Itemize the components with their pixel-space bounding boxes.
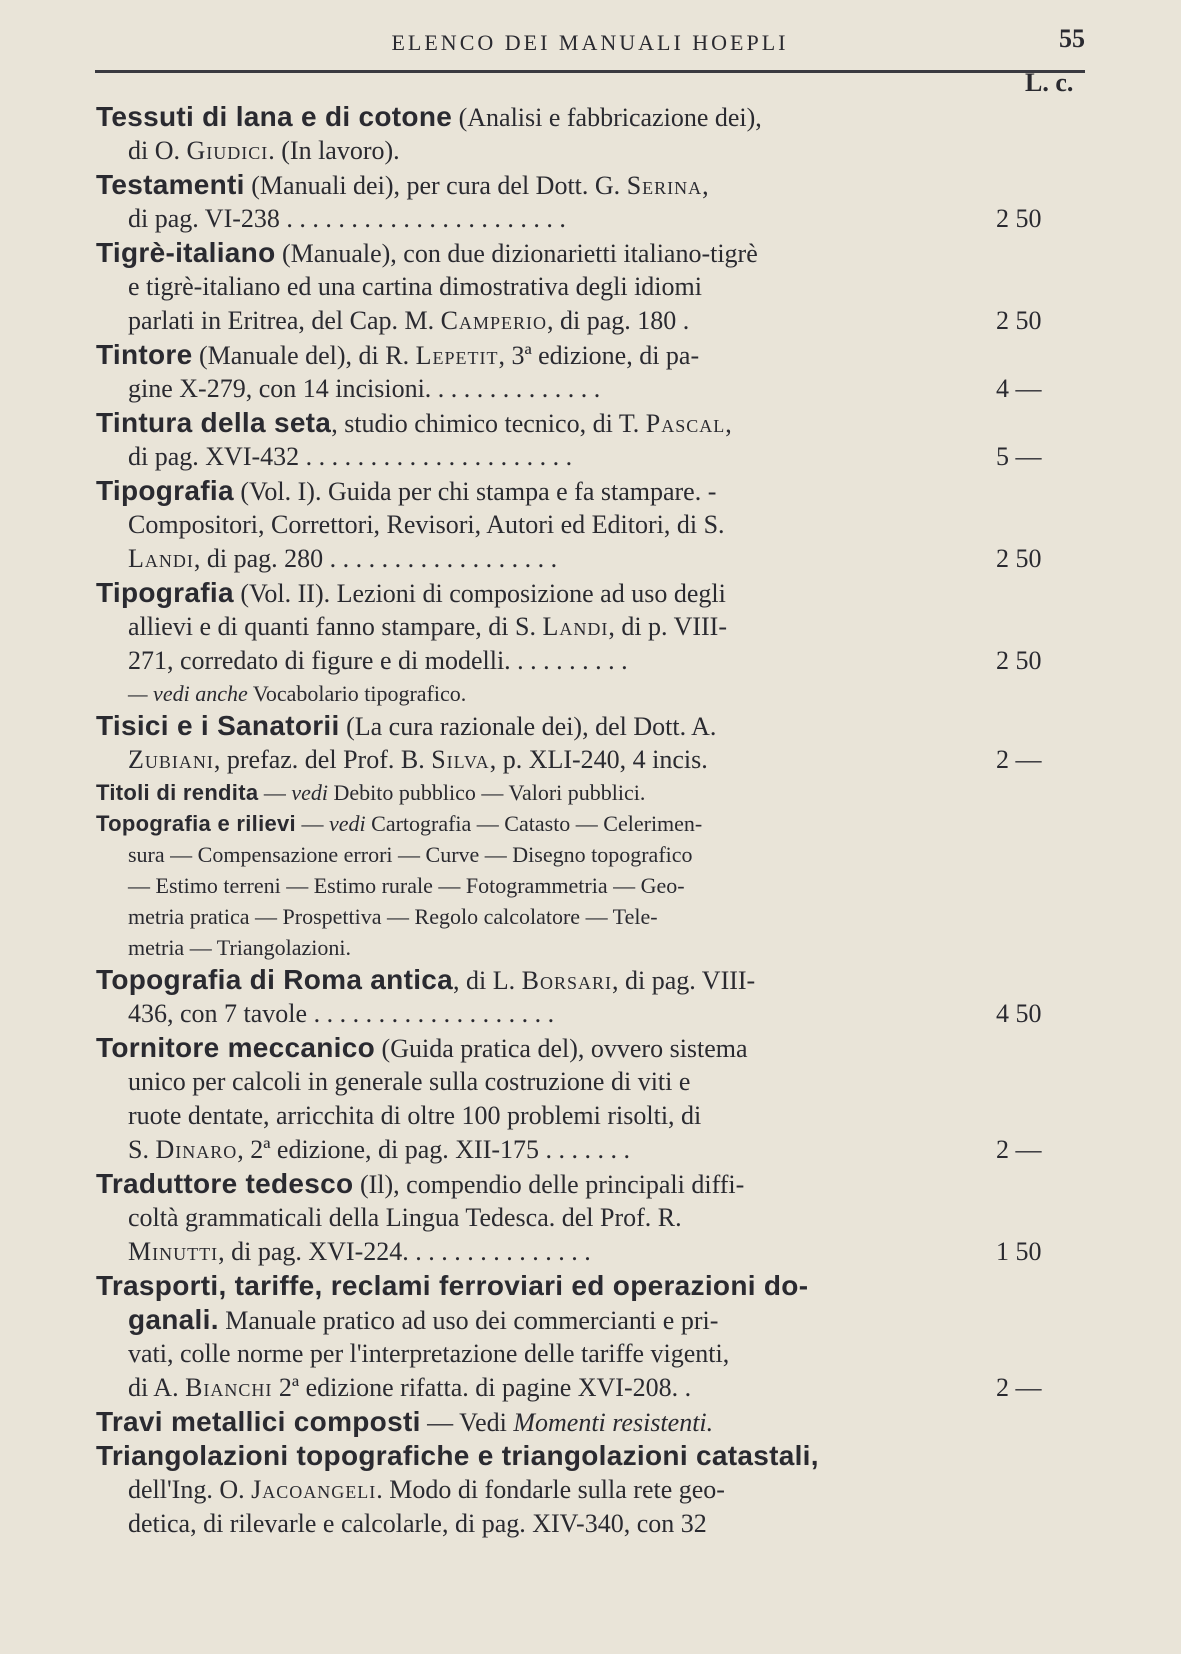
entry-headword: Tipografia xyxy=(96,475,234,506)
entry-headword: Tisici e i Sanatorii xyxy=(96,710,340,741)
author-name: Bianchi xyxy=(185,1373,273,1402)
catalogue-entry xyxy=(96,963,1081,1031)
catalogue-entry xyxy=(96,474,1081,576)
entry-headword: Topografia di Roma antica xyxy=(96,964,454,995)
catalogue-entry xyxy=(96,236,1081,338)
entry-line xyxy=(96,610,1081,644)
entry-text: Vocabolario tipografico. xyxy=(247,681,467,706)
entry-text: 2ª edizione rifatta. di pagine XVI-208. . xyxy=(272,1373,692,1402)
catalogue-entry xyxy=(96,709,1081,777)
entry-line xyxy=(96,1507,1081,1541)
entry-text: e tigrè-italiano ed una cartina dimostrativa degli idiomi xyxy=(128,272,702,301)
entry-text: , 3ª edizione, di pa- xyxy=(498,341,700,370)
catalogue-entry xyxy=(96,338,1081,406)
entry-headword: Topografia e rilievi xyxy=(96,811,296,836)
entry-text: (Vol. I). Guida per chi stampa e fa stampare. - xyxy=(233,477,717,506)
entry-line xyxy=(96,1235,1081,1269)
entry-text: (La cura razionale dei), del Dott. A. xyxy=(339,712,717,741)
price-column-heading: L. c. xyxy=(1025,68,1074,97)
author-name: Jacoangeli xyxy=(251,1475,377,1504)
cross-reference: vedi xyxy=(291,780,329,805)
catalogue-entry xyxy=(96,1269,1081,1405)
entry-text: , prefaz. del Prof. B. xyxy=(213,745,432,774)
entry-line xyxy=(96,202,1081,236)
entry-text: — Vedi xyxy=(420,1408,514,1437)
entry-text: Cartografia — Catasto — Celerimen- xyxy=(365,811,703,836)
entry-text: . (In lavoro). xyxy=(268,136,400,165)
entry-text: , di p. VIII- xyxy=(608,612,727,641)
catalogue-entry xyxy=(96,100,1081,168)
entry-line xyxy=(96,808,1081,839)
entry-text: (Manuali dei), per cura del Dott. G. xyxy=(244,171,627,200)
author-name: Camperio xyxy=(440,306,547,335)
entry-headword: Tintore xyxy=(96,339,193,370)
author-name: Zubiani xyxy=(128,745,214,774)
entry-text: vati, colle norme per l'interpretazione delle tariffe vigenti, xyxy=(128,1339,730,1368)
cross-reference: vedi xyxy=(328,811,366,836)
entry-line xyxy=(96,1303,1081,1337)
entry-headword: Tigrè-italiano xyxy=(96,237,276,268)
entry-line xyxy=(96,406,1081,440)
catalogue-entry xyxy=(96,406,1081,474)
entry-line xyxy=(96,1031,1081,1065)
entry-line xyxy=(96,372,1081,406)
entry-headword: Tornitore meccanico xyxy=(96,1032,376,1063)
author-name: Dinaro xyxy=(155,1135,238,1164)
entry-line xyxy=(96,1201,1081,1235)
entry-text: (Guida pratica del), ovvero sistema xyxy=(375,1034,748,1063)
entry-line xyxy=(96,338,1081,372)
author-name: Borsari xyxy=(521,966,612,995)
entry-text: , xyxy=(725,409,732,438)
price: 1 50 xyxy=(996,1237,1042,1266)
entry-line xyxy=(96,1405,1081,1439)
catalogue-entry xyxy=(96,1405,1081,1439)
entry-line xyxy=(96,576,1081,610)
entry-text: (Il), compendio delle principali diffi- xyxy=(353,1170,745,1199)
entry-line xyxy=(96,134,1081,168)
catalogue-entry xyxy=(96,1031,1081,1167)
entry-text: , di pag. XVI-224. . . . . . . . . . . . . . . xyxy=(218,1237,591,1266)
entry-text: , 2ª edizione, di pag. XII-175 . . . . . . . xyxy=(237,1135,631,1164)
entry-text: unico per calcoli in generale sulla costruzione di viti e xyxy=(128,1067,691,1096)
catalogue-entry xyxy=(96,168,1081,236)
entry-text: — xyxy=(295,811,329,836)
entry-text: S. xyxy=(128,1135,156,1164)
cross-reference: — vedi anche xyxy=(128,681,248,706)
entry-text: — xyxy=(258,780,292,805)
entry-text: , p. XLI-240, 4 incis. xyxy=(489,745,708,774)
entry-line xyxy=(96,1099,1081,1133)
running-title: ELENCO DEI MANUALI HOEPLI xyxy=(391,30,789,55)
entry-text: 436, con 7 tavole . . . . . . . . . . . . . . . . . . . xyxy=(128,999,555,1028)
entry-text: metria pratica — Prospettiva — Regolo calcolatore — Tele- xyxy=(128,904,658,929)
entry-text: (Vol. II). Lezioni di composizione ad uso degli xyxy=(233,579,726,608)
entry-headword: Tipografia xyxy=(96,577,234,608)
entry-headword: Trasporti, tariffe, reclami ferroviari ed operazioni do- xyxy=(96,1270,809,1301)
entry-text: — Estimo terreni — Estimo rurale — Fotogrammetria — Geo- xyxy=(128,873,685,898)
entry-line xyxy=(96,743,1081,777)
entry-line xyxy=(96,474,1081,508)
entry-headword: Tessuti di lana e di cotone xyxy=(96,101,453,132)
entry-line xyxy=(96,304,1081,338)
entry-text: gine X-279, con 14 incisioni. . . . . . . . . . . . . . xyxy=(128,374,601,403)
entry-headword: Triangolazioni topografiche e triangolazioni catastali, xyxy=(96,1440,819,1471)
entry-line xyxy=(96,1337,1081,1371)
catalogue-entry xyxy=(96,576,1081,709)
author-name: Giudici xyxy=(186,136,269,165)
header-rule xyxy=(95,70,1085,73)
author-name: Serina xyxy=(626,171,703,200)
entry-headword: Titoli di rendita xyxy=(96,780,259,805)
entry-text: detica, di rilevarle e calcolarle, di pag. XIV-340, con 32 xyxy=(128,1509,707,1538)
entry-text: di pag. VI-238 . . . . . . . . . . . . . . . . . . . . . . xyxy=(128,204,566,233)
price: 2 50 xyxy=(996,204,1042,233)
catalogue-entries xyxy=(96,100,1081,1541)
entry-line xyxy=(96,236,1081,270)
entry-text: , di pag. 280 . . . . . . . . . . . . . . . . . . xyxy=(193,544,558,573)
entry-text: . Modo di fondarle sulla rete geo- xyxy=(376,1475,725,1504)
entry-line xyxy=(96,508,1081,542)
entry-line xyxy=(96,932,1081,963)
entry-headword: Travi metallici composti xyxy=(96,1406,421,1437)
entry-text: (Analisi e fabbricazione dei), xyxy=(452,103,762,132)
entry-line xyxy=(96,997,1081,1031)
price: 2 — xyxy=(996,1373,1042,1402)
entry-line xyxy=(96,777,1081,808)
price: 2 50 xyxy=(996,306,1042,335)
entry-text: di pag. XVI-432 . . . . . . . . . . . . . . . . . . . . . xyxy=(128,442,573,471)
entry-line xyxy=(96,1371,1081,1405)
entry-text: di A. xyxy=(128,1373,186,1402)
entry-text: di O. xyxy=(128,136,187,165)
entry-text: allievi e di quanti fanno stampare, di S. xyxy=(128,612,543,641)
price: 5 — xyxy=(996,442,1042,471)
entry-text: ruote dentate, arricchita di oltre 100 problemi risolti, di xyxy=(128,1101,702,1130)
page-number: 55 xyxy=(1059,24,1085,53)
author-name: Silva xyxy=(431,745,490,774)
price: 2 50 xyxy=(996,646,1042,675)
catalogue-entry xyxy=(96,777,1081,808)
price: 4 50 xyxy=(996,999,1042,1028)
entry-text: parlati in Eritrea, del Cap. M. xyxy=(128,306,441,335)
entry-line xyxy=(96,1133,1081,1167)
entry-headword: Tintura della seta xyxy=(96,407,332,438)
entry-line xyxy=(96,678,1081,709)
entry-text: , studio chimico tecnico, di T. xyxy=(331,409,646,438)
entry-line xyxy=(96,644,1081,678)
entry-line xyxy=(96,168,1081,202)
entry-text: dell'Ing. O. xyxy=(128,1475,252,1504)
entry-text: Manuale pratico ad uso dei commercianti e pri- xyxy=(218,1306,719,1335)
author-name: Minutti xyxy=(128,1237,219,1266)
catalogue-entry xyxy=(96,1167,1081,1269)
entry-line xyxy=(96,100,1081,134)
entry-text: , xyxy=(702,171,709,200)
entry-line xyxy=(96,1439,1081,1473)
entry-line xyxy=(96,1269,1081,1303)
catalogue-entry xyxy=(96,1439,1081,1541)
price: 2 50 xyxy=(996,544,1042,573)
entry-text: Compositori, Correttori, Revisori, Autori ed Editori, di S. xyxy=(128,510,725,539)
author-name: Pascal xyxy=(645,409,726,438)
entry-line xyxy=(96,709,1081,743)
entry-line xyxy=(96,963,1081,997)
entry-line xyxy=(96,1473,1081,1507)
entry-line xyxy=(96,870,1081,901)
entry-line xyxy=(96,901,1081,932)
entry-text: sura — Compensazione errori — Curve — Disegno topografico xyxy=(128,842,693,867)
catalogue-entry xyxy=(96,808,1081,963)
entry-text: coltà grammaticali della Lingua Tedesca. del Prof. R. xyxy=(128,1203,682,1232)
entry-text: , di pag. 180 . xyxy=(546,306,690,335)
entry-text: (Manuale), con due dizionarietti italiano-tigrè xyxy=(275,239,758,268)
cross-reference: Momenti resistenti. xyxy=(513,1408,714,1437)
entry-text: 271, corredato di figure e di modelli. . . . . . . . . . xyxy=(128,646,628,675)
entry-text: metria — Triangolazioni. xyxy=(128,935,352,960)
entry-line xyxy=(96,1065,1081,1099)
entry-text: , di L. xyxy=(453,966,522,995)
entry-line xyxy=(96,1167,1081,1201)
author-name: Lepetit xyxy=(415,341,499,370)
entry-headword: ganali. xyxy=(128,1304,219,1335)
author-name: Landi xyxy=(542,612,609,641)
entry-text: (Manuale del), di R. xyxy=(192,341,416,370)
entry-headword: Traduttore tedesco xyxy=(96,1168,354,1199)
entry-headword: Testamenti xyxy=(96,169,245,200)
entry-line xyxy=(96,542,1081,576)
price: 2 — xyxy=(996,745,1042,774)
price: 2 — xyxy=(996,1135,1042,1164)
page-header xyxy=(95,24,1085,74)
entry-line xyxy=(96,270,1081,304)
price: 4 — xyxy=(996,374,1042,403)
entry-line xyxy=(96,440,1081,474)
entry-text: , di pag. VIII- xyxy=(612,966,756,995)
author-name: Landi xyxy=(128,544,194,573)
entry-text: Debito pubblico — Valori pubblici. xyxy=(328,780,646,805)
entry-line xyxy=(96,839,1081,870)
